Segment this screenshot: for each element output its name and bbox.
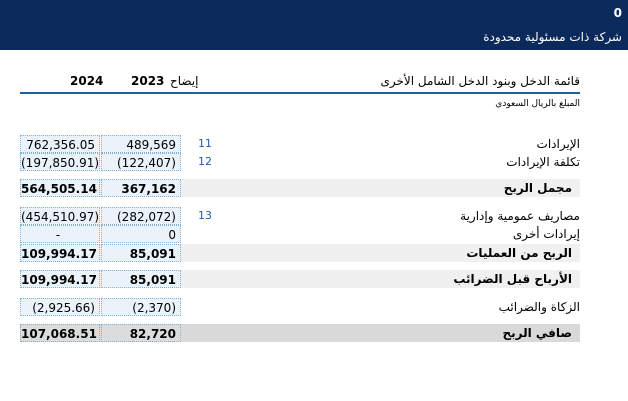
value-2023[interactable]: 367,162 xyxy=(101,179,181,197)
row-label: مجمل الربح xyxy=(503,181,572,195)
note-ref: 12 xyxy=(198,155,212,168)
value-2024[interactable]: (454,510.97) xyxy=(20,207,100,225)
row-label: صافي الربح xyxy=(502,326,572,340)
table-row xyxy=(20,298,580,316)
column-header-note: إيضاح xyxy=(170,74,199,88)
value-2023[interactable]: 0 xyxy=(101,225,181,243)
row-label: الإيرادات xyxy=(536,137,580,151)
table-row xyxy=(20,225,580,243)
value-2023[interactable]: 82,720 xyxy=(101,324,181,342)
value-2023[interactable]: (2,370) xyxy=(101,298,181,316)
value-2024[interactable]: - xyxy=(20,225,100,243)
value-2024[interactable]: 109,994.17 xyxy=(20,270,100,288)
row-label: إيرادات أخرى xyxy=(512,227,580,241)
table-row xyxy=(20,324,580,342)
row-label: الربح من العمليات xyxy=(466,246,572,260)
note-ref: 13 xyxy=(198,209,212,222)
table-row xyxy=(20,135,580,153)
value-2024[interactable]: 762,356.05 xyxy=(20,135,100,153)
note-ref: 11 xyxy=(198,137,212,150)
table-row xyxy=(20,179,580,197)
table-row xyxy=(20,244,580,262)
title-bar xyxy=(0,0,628,50)
table-row xyxy=(20,270,580,288)
value-2024[interactable]: 564,505.14 xyxy=(20,179,100,197)
statement-title: قائمة الدخل وبنود الدخل الشامل الأخرى xyxy=(380,74,580,88)
currency-note: المبلغ بالريال السعودي xyxy=(495,99,580,109)
value-2024[interactable]: (197,850.91) xyxy=(20,153,100,171)
value-2023[interactable]: (122,407) xyxy=(101,153,181,171)
header-divider xyxy=(20,92,580,94)
table-row xyxy=(20,207,580,225)
value-2024[interactable]: 109,994.17 xyxy=(20,244,100,262)
column-header-2023: 2023 xyxy=(131,74,165,88)
value-2023[interactable]: (282,072) xyxy=(101,207,181,225)
value-2023[interactable]: 85,091 xyxy=(101,244,181,262)
row-label: تكلفة الإيرادات xyxy=(506,155,580,169)
value-2023[interactable]: 85,091 xyxy=(101,270,181,288)
sheet-number: 0 xyxy=(613,6,622,20)
table-row xyxy=(20,153,580,171)
row-label: الزكاة والضرائب xyxy=(498,300,580,314)
value-2024[interactable]: 107,068.51 xyxy=(20,324,100,342)
column-header-2024: 2024 xyxy=(70,74,104,88)
company-name: شركة ذات مسئولية محدودة xyxy=(483,30,622,44)
row-label: الأرباح قبل الضرائب xyxy=(453,272,572,286)
row-label: مصاريف عمومية وإدارية xyxy=(460,209,580,223)
value-2023[interactable]: 489,569 xyxy=(101,135,181,153)
value-2024[interactable]: (2,925.66) xyxy=(20,298,100,316)
